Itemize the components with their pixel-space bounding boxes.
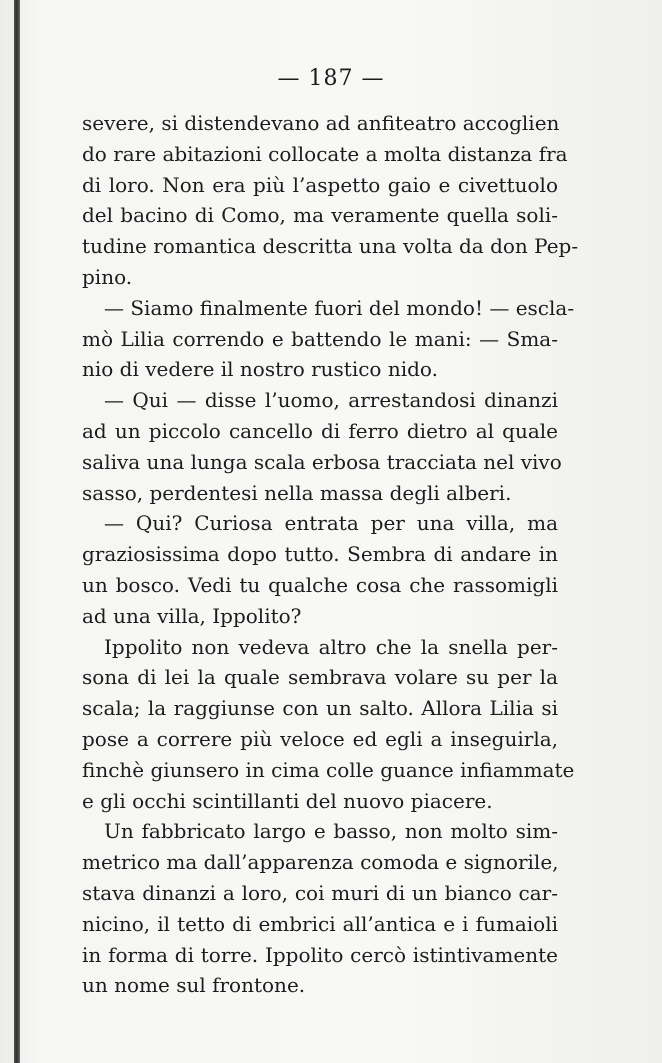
text-line: Un fabbricato largo e basso, non molto sim- (104, 819, 558, 844)
text-line: e gli occhi scintillanti del nuovo piacere. (82, 788, 493, 813)
text-line: mò Lilia correndo e battendo le mani: — Sma- (82, 326, 558, 351)
text-line: ad un piccolo cancello di ferro dietro al quale (82, 418, 558, 443)
body-text (82, 108, 579, 1001)
text-line: di loro. Non era più l’aspetto gaio e civettuolo (82, 172, 558, 197)
text-line: pose a correre più veloce ed egli a inseguirla, (82, 726, 558, 751)
text-line: in forma di torre. Ippolito cercò istintivamente (82, 942, 558, 967)
page-spine-edge (14, 0, 20, 1063)
text-line: — Qui? Curiosa entrata per una villa, ma (104, 511, 558, 536)
text-line: saliva una lunga scala erbosa tracciata nel vivo (82, 449, 562, 474)
text-line: metrico ma dall’apparenza comoda e signorile, (82, 850, 559, 875)
text-line: tudine romantica descritta una volta da don Pep- (82, 234, 579, 259)
text-line: sona di lei la quale sembrava volare su per la (82, 665, 558, 690)
text-line: nio di vedere il nostro rustico nido. (82, 357, 438, 382)
text-line: ad una villa, Ippolito? (82, 603, 302, 628)
text-line: finchè giunsero in cima colle guance infiammate (82, 757, 575, 782)
text-line: un nome sul frontone. (82, 973, 306, 998)
text-line: do rare abitazioni collocate a molta distanza fra (82, 141, 568, 166)
text-line: un bosco. Vedi tu qualche cosa che rassomigli (82, 572, 558, 597)
text-line: scala; la raggiunse con un salto. Allora Lilia si (82, 696, 558, 721)
text-line: del bacino di Como, ma veramente quella soli- (82, 203, 558, 228)
text-line: graziosissima dopo tutto. Sembra di andare in (82, 542, 558, 567)
text-line: sasso, perdentesi nella massa degli alberi. (82, 480, 512, 505)
text-line: — Siamo finalmente fuori del mondo! — escla- (104, 295, 575, 320)
text-line: — Qui — disse l’uomo, arrestandosi dinanzi (104, 388, 558, 413)
text-line: Ippolito non vedeva altro che la snella per- (104, 634, 558, 659)
text-line: pino. (82, 264, 133, 289)
page-number: — 187 — (277, 66, 385, 91)
text-line: severe, si distendevano ad anfiteatro accoglien (82, 111, 560, 135)
text-line: nicino, il tetto di embrici all’antica e i fumaioli (82, 911, 558, 936)
text-line: stava dinanzi a loro, coi muri di un bianco car- (82, 880, 558, 905)
